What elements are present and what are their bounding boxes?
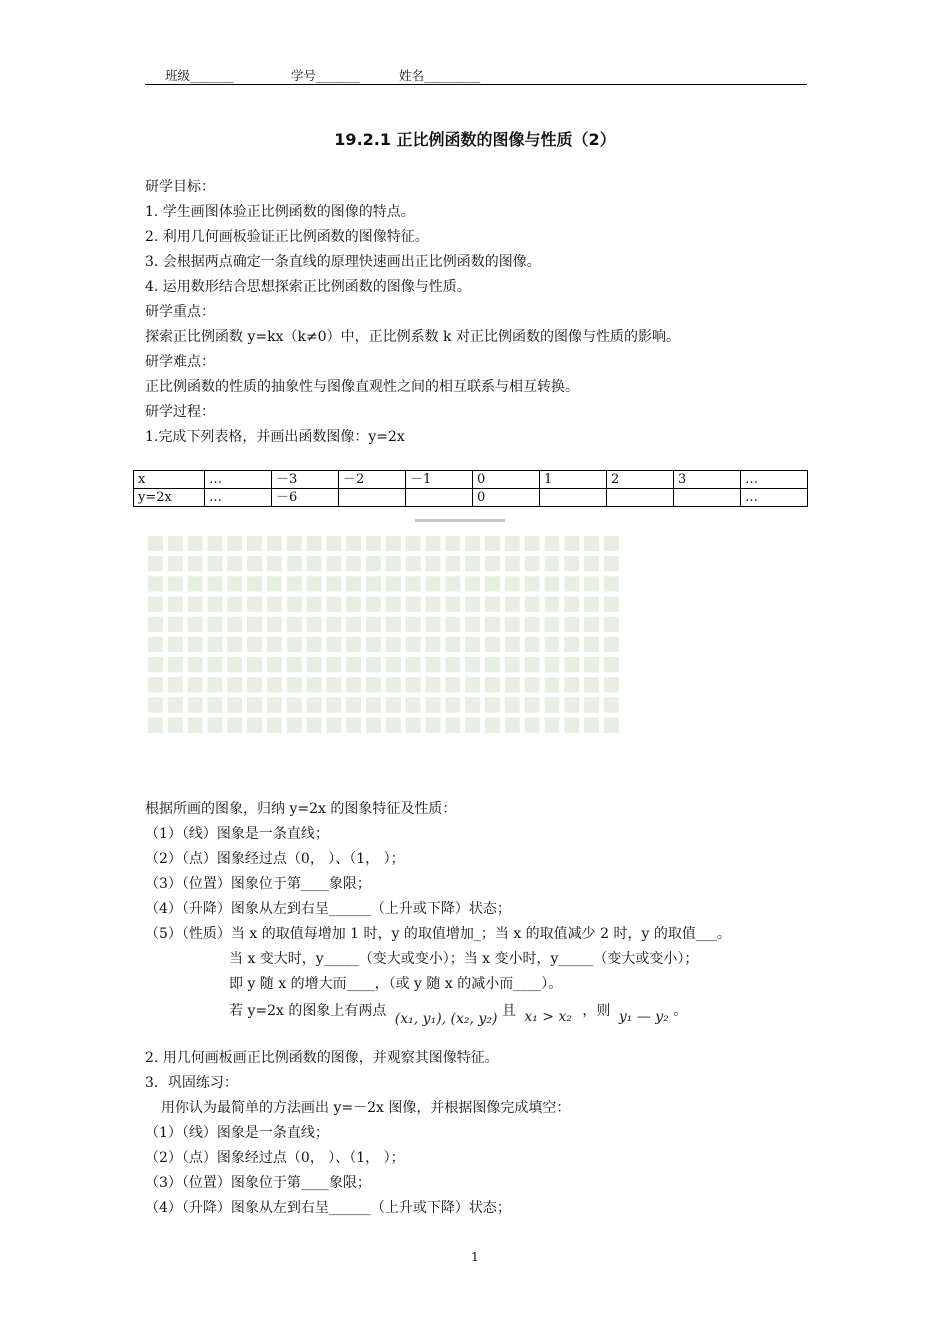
result-formula: y₁ — y₂	[618, 1009, 669, 1025]
summary-intro: 根据所画的图象，归纳 y=2x 的图象特征及性质：	[145, 801, 457, 817]
table-cell: －2	[339, 471, 406, 489]
table-cell	[674, 489, 741, 507]
process-heading: 研学过程：	[145, 404, 215, 420]
goal-item: 4. 运用数形结合思想探索正比例函数的图像与性质。	[145, 279, 471, 295]
property-subline: 当 x 变大时，y_____（变大或变小）；当 x 变小时，y_____（变大或变小）；	[229, 951, 699, 967]
header-bar	[145, 64, 807, 85]
table-cell: －1	[406, 471, 473, 489]
table-cell: y=2x	[134, 489, 205, 507]
end-mark: 。	[673, 1003, 688, 1019]
goal-item: 3. 会根据两点确定一条直线的原理快速画出正比例函数的图像。	[145, 254, 541, 270]
table-cell: 3	[674, 471, 741, 489]
table-cell: 0	[473, 471, 540, 489]
task2-text: 2. 用几何画板画正比例函数的图像，并观察其图像特征。	[145, 1050, 499, 1066]
then-word: ，则	[582, 1003, 611, 1019]
table-cell: －6	[272, 489, 339, 507]
condition-formula: x₁ > x₂	[524, 1009, 572, 1025]
goal-item: 1. 学生画图体验正比例函数的图像的特点。	[145, 204, 415, 220]
table-cell	[339, 489, 406, 507]
goals-heading: 研学目标：	[145, 179, 215, 195]
image-artifact	[415, 519, 505, 522]
table-cell: 0	[473, 489, 540, 507]
table-cell: …	[741, 489, 808, 507]
table-cell	[406, 489, 473, 507]
page-number: 1	[471, 1250, 479, 1264]
points-formula: (x₁, y₁), (x₂, y₂)	[394, 1011, 498, 1027]
key-text: 探索正比例函数 y=kx（k≠0）中，正比例系数 k 对正比例函数的图像与性质的影响。	[145, 329, 680, 345]
property-item: （2）（点）图象经过点（0， ）、（1， ）；	[145, 851, 405, 867]
property-item: （4）（升降）图象从左到右呈______（上升或下降）状态；	[145, 1200, 511, 1216]
table-cell: …	[205, 471, 272, 489]
goal-item: 2. 利用几何画板验证正比例函数的图像特征。	[145, 229, 429, 245]
two-points-prefix: 若 y=2x 的图象上有两点	[229, 1003, 387, 1019]
property-item: （1）（线）图象是一条直线；	[145, 1125, 329, 1141]
difficulty-heading: 研学难点：	[145, 354, 215, 370]
table-cell	[607, 489, 674, 507]
two-points-line	[229, 1002, 688, 1027]
property-item: （3）（位置）图象位于第____象限；	[145, 1175, 371, 1191]
page-title: 19.2.1 正比例函数的图像与性质（2）	[334, 130, 616, 149]
table-cell: …	[741, 471, 808, 489]
property-item: （3）（位置）图象位于第____象限；	[145, 876, 371, 892]
student-id-field: 学号_______	[291, 68, 360, 83]
property-item: （2）（点）图象经过点（0， ）、（1， ）；	[145, 1150, 405, 1166]
value-table	[133, 470, 808, 507]
student-name-field: 姓名_________	[399, 68, 481, 83]
task3-intro: 用你认为最简单的方法画出 y=－2x 图像，并根据图像完成填空：	[161, 1100, 571, 1116]
property-subline: 即 y 随 x 的增大而____，（或 y 随 x 的减小而____）。	[229, 976, 563, 992]
table-row-x	[134, 471, 808, 489]
property-item: （4）（升降）图象从左到右呈______（上升或下降）状态；	[145, 901, 511, 917]
table-cell: 1	[540, 471, 607, 489]
table-cell	[540, 489, 607, 507]
table-cell: －3	[272, 471, 339, 489]
property-item: （1）（线）图象是一条直线；	[145, 826, 329, 842]
key-heading: 研学重点：	[145, 304, 215, 320]
property-item: （5）（性质）当 x 的取值每增加 1 时，y 的取值增加_；当 x 的取值减少 2 时，y 的取值___。	[145, 926, 731, 942]
class-field: 班级_______	[165, 68, 234, 83]
task1-text: 1.完成下列表格，并画出函数图像：y=2x	[145, 429, 405, 445]
table-cell: x	[134, 471, 205, 489]
difficulty-text: 正比例函数的性质的抽象性与图像直观性之间的相互联系与相互转换。	[145, 379, 579, 395]
table-cell: …	[205, 489, 272, 507]
graph-paper	[143, 531, 619, 733]
table-row-y	[134, 489, 808, 507]
task3-heading: 3．巩固练习：	[145, 1075, 238, 1091]
and-word: 且	[501, 1003, 516, 1019]
table-cell: 2	[607, 471, 674, 489]
